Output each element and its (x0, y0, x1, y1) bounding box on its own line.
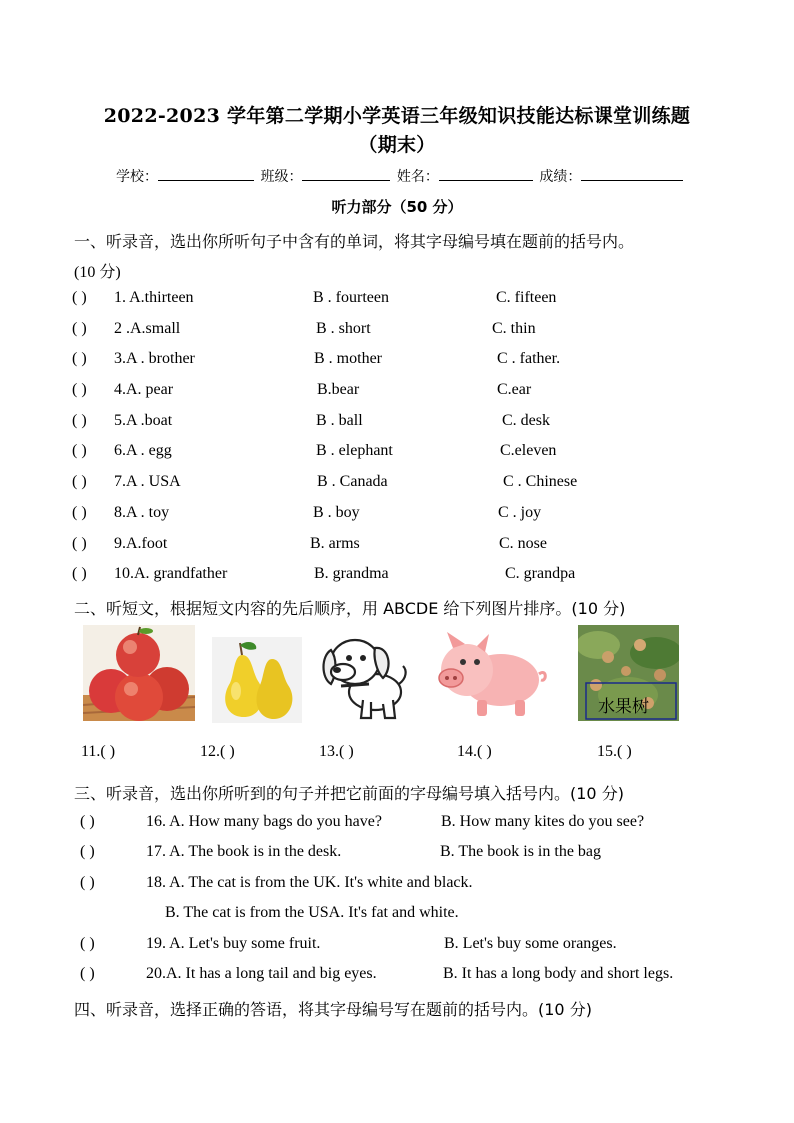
sentence-a: 20.A. It has a long tail and big eyes. (146, 965, 377, 982)
answer-parentheses[interactable]: ( ) (72, 535, 87, 552)
sentence-a: 16. A. How many bags do you have? (146, 813, 382, 830)
answer-parentheses[interactable]: ( ) (72, 289, 87, 306)
option-b: B. grandma (314, 565, 389, 582)
option-c: C. desk (502, 412, 550, 429)
score-label: 成绩： (539, 169, 582, 185)
apples-image (83, 625, 195, 721)
dog-image (313, 622, 411, 722)
option-b: B . ball (316, 412, 363, 429)
picture-label-14: 14.( ) (457, 743, 492, 760)
sentence-b: B. It has a long body and short legs. (443, 965, 674, 982)
option-a: 8.A . toy (114, 504, 170, 521)
option-a: 1. A.thirteen (114, 289, 194, 306)
class-blank[interactable] (302, 166, 390, 181)
option-b: B . mother (314, 350, 382, 367)
school-label: 学校： (116, 169, 158, 185)
option-a: 7.A . USA (114, 473, 181, 490)
sentence-a: 19. A. Let's buy some fruit. (146, 935, 321, 952)
sentence-b: B. How many kites do you see? (441, 813, 645, 830)
option-a: 5.A .boat (114, 412, 173, 429)
class-label: 班级： (260, 169, 303, 185)
option-a: 4.A. pear (114, 381, 174, 398)
option-b: B . fourteen (313, 289, 389, 306)
fruit-tree-picture (578, 625, 679, 721)
picture-label-13: 13.( ) (319, 743, 354, 760)
answer-parentheses[interactable]: ( ) (72, 504, 87, 521)
picture-label-15: 15.( ) (597, 743, 632, 760)
answer-parentheses[interactable]: ( ) (72, 412, 87, 429)
answer-parentheses[interactable]: ( ) (72, 381, 87, 398)
option-b: B . elephant (316, 442, 393, 459)
answer-parentheses[interactable]: ( ) (72, 350, 87, 367)
section4-heading: 四、听录音，选择正确的答语，将其字母编号写在题前的括号内。(10 分) (74, 1000, 592, 1019)
picture-label-11: 11.( ) (81, 743, 116, 760)
option-b: B. arms (310, 535, 360, 552)
option-b: B . boy (313, 504, 360, 521)
section1-points: (10 分) (74, 264, 121, 281)
option-a: 10.A. grandfather (114, 565, 228, 582)
option-b: B . Canada (317, 473, 388, 490)
sentence-b: B. Let's buy some oranges. (444, 935, 617, 952)
answer-parentheses[interactable]: ( ) (80, 965, 95, 982)
answer-parentheses[interactable]: ( ) (80, 843, 95, 860)
sentence-a: 17. A. The book is in the desk. (146, 843, 342, 860)
option-a: 6.A . egg (114, 442, 172, 459)
option-c: C. fifteen (496, 289, 557, 306)
option-c: C. grandpa (505, 565, 576, 582)
sentence-b: B. The book is in the bag (440, 843, 602, 860)
answer-parentheses[interactable]: ( ) (80, 935, 95, 952)
sentence-a: 18. A. The cat is from the UK. It's white and black. (146, 874, 473, 891)
option-c: C.ear (497, 381, 532, 398)
score-blank[interactable] (581, 166, 683, 181)
pig-image (431, 630, 549, 720)
option-a: 2 .A.small (114, 320, 181, 337)
option-c: C . Chinese (503, 473, 578, 490)
section1-heading: 一、听录音，选出你所听句子中含有的单词，将其字母编号填在题前的括号内。 (74, 232, 635, 251)
option-b: B . short (316, 320, 371, 337)
exam-subtitle: （期末） (358, 134, 436, 156)
name-label: 姓名： (396, 169, 439, 185)
fruit-tree-label: 水果树 (598, 697, 649, 717)
answer-parentheses[interactable]: ( ) (72, 442, 87, 459)
option-a: 3.A . brother (114, 350, 195, 367)
option-c: C. thin (492, 320, 536, 337)
option-c: C.eleven (500, 442, 557, 459)
option-c: C . father. (497, 350, 561, 367)
picture-label-12: 12.( ) (200, 743, 235, 760)
section3-heading: 三、听录音，选出你所听到的句子并把它前面的字母编号填入括号内。(10 分) (74, 784, 624, 803)
student-info-line (116, 166, 685, 186)
answer-parentheses[interactable]: ( ) (80, 874, 95, 891)
sentence-b: B. The cat is from the USA. It's fat and white. (165, 904, 459, 921)
option-c: C. nose (499, 535, 547, 552)
section2-heading: 二、听短文，根据短文内容的先后顺序，用 ABCDE 给下列图片排序。(10 分) (74, 599, 626, 618)
option-b: B.bear (317, 381, 360, 398)
answer-parentheses[interactable]: ( ) (72, 565, 87, 582)
answer-parentheses[interactable]: ( ) (72, 320, 87, 337)
answer-parentheses[interactable]: ( ) (72, 473, 87, 490)
school-blank[interactable] (158, 166, 254, 181)
pears-image (212, 637, 302, 723)
listening-heading: 听力部分（50 分） (331, 198, 463, 216)
name-blank[interactable] (439, 166, 533, 181)
exam-title: 2022-2023 学年第二学期小学英语三年级知识技能达标课堂训练题 (103, 105, 691, 127)
option-c: C . joy (498, 504, 542, 521)
answer-parentheses[interactable]: ( ) (80, 813, 95, 830)
option-a: 9.A.foot (114, 535, 168, 552)
